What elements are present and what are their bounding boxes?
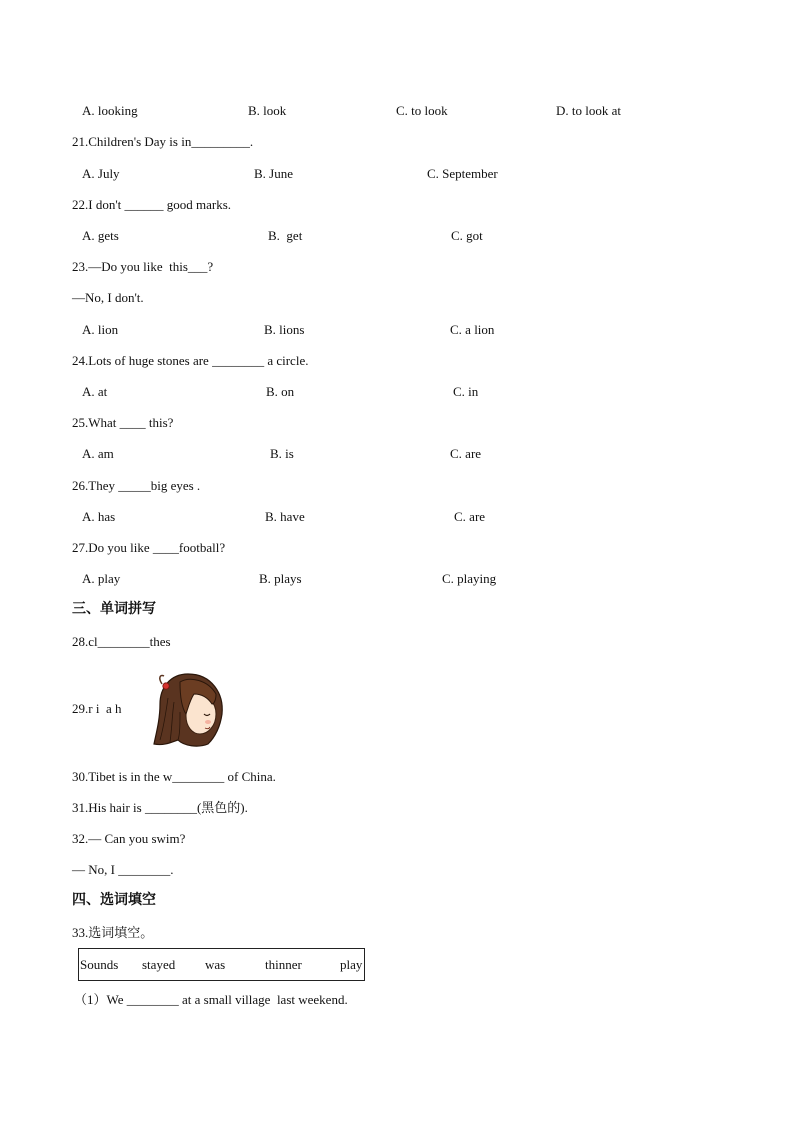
word-bank-box (78, 948, 365, 981)
q27-option-b: B. plays (259, 571, 302, 586)
word-bank-item: play (340, 957, 363, 972)
q20-option-b: B. look (248, 103, 287, 118)
q27-option-a: A. play (82, 571, 121, 586)
q32-line1: 32.— Can you swim? (72, 831, 186, 846)
q23-option-b: B. lions (264, 322, 305, 337)
q20-option-a: A. looking (82, 103, 138, 118)
q32-line2: — No, I ________. (72, 862, 174, 877)
q26-option-c: C. are (454, 509, 486, 524)
q20-option-d: D. to look at (556, 103, 621, 118)
q21-text: 21.Children's Day is in_________. (72, 134, 254, 149)
q27-text: 27.Do you like ____football? (72, 540, 226, 555)
q27-option-c: C. playing (442, 571, 497, 586)
word-bank-item: was (205, 957, 226, 972)
q24-option-b: B. on (266, 384, 295, 399)
section3-title: 三、单词拼写 (72, 601, 156, 617)
word-bank-item: thinner (265, 957, 302, 972)
q25-option-a: A. am (82, 446, 114, 461)
q29-text: 29.r i a h (72, 701, 122, 716)
word-bank-item: Sounds (80, 957, 119, 972)
girl-hair-image (150, 668, 226, 750)
q26-option-a: A. has (82, 509, 116, 524)
q23-option-c: C. a lion (450, 322, 495, 337)
q22-option-b: B. get (268, 228, 303, 243)
q33-sub1-text: （1）We ________ at a small village last weekend. (74, 992, 348, 1007)
q23-option-a: A. lion (82, 322, 119, 337)
q22-text: 22.I don't ______ good marks. (72, 197, 232, 212)
q21-option-a: A. July (82, 166, 120, 181)
word-bank-item: stayed (142, 957, 176, 972)
q26-option-b: B. have (265, 509, 305, 524)
q33-text: 33.选词填空。 (72, 925, 154, 940)
q24-option-a: A. at (82, 384, 108, 399)
q26-text: 26.They _____big eyes . (72, 478, 201, 493)
q31-text: 31.His hair is ________(黑色的). (72, 800, 248, 815)
q25-option-c: C. are (450, 446, 482, 461)
q21-option-c: C. September (427, 166, 498, 181)
q23-line1: 23.—Do you like this___? (72, 259, 214, 274)
q24-option-c: C. in (453, 384, 479, 399)
q20-option-c: C. to look (396, 103, 448, 118)
q24-text: 24.Lots of huge stones are ________ a circle. (72, 353, 309, 368)
q22-option-a: A. gets (82, 228, 119, 243)
q25-option-b: B. is (270, 446, 294, 461)
q30-text: 30.Tibet is in the w________ of China. (72, 769, 276, 784)
q22-option-c: C. got (451, 228, 483, 243)
q25-text: 25.What ____ this? (72, 415, 174, 430)
q21-option-b: B. June (254, 166, 293, 181)
q28-text: 28.cl________thes (72, 634, 171, 649)
section4-title: 四、选词填空 (72, 892, 156, 908)
q23-line2: —No, I don't. (72, 290, 144, 305)
